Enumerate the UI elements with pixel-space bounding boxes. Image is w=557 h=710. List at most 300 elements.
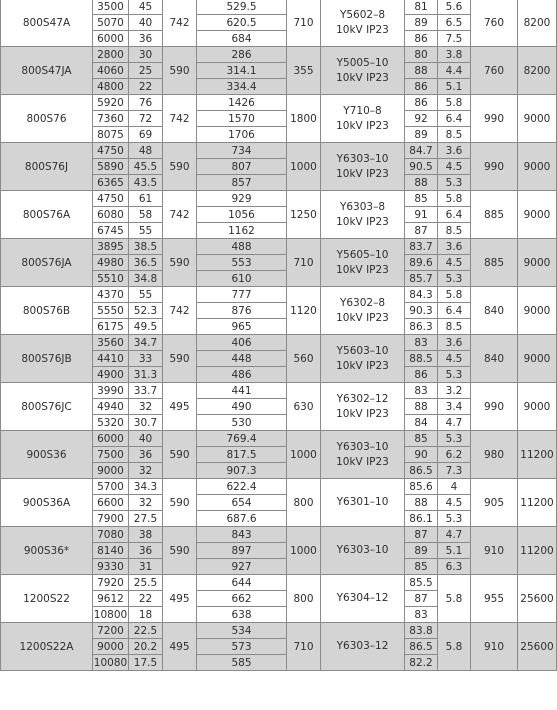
- head-cell: 18: [129, 607, 163, 623]
- model-cell: 900S36A: [1, 479, 93, 527]
- shaft-power-cell: 927: [197, 559, 287, 575]
- speed-cell: 590: [163, 479, 197, 527]
- efficiency-cell: 89: [405, 543, 438, 559]
- shaft-power-cell: 684: [197, 31, 287, 47]
- model-cell: 800S76A: [1, 191, 93, 239]
- head-cell: 52.3: [129, 303, 163, 319]
- efficiency-cell: 83: [405, 335, 438, 351]
- table-row: [1, 383, 557, 399]
- flow-cell: 5700: [93, 479, 129, 495]
- flow-cell: 7900: [93, 511, 129, 527]
- efficiency-cell: 85: [405, 431, 438, 447]
- table-row: [1, 527, 557, 543]
- shaft-power-cell: 314.1: [197, 63, 287, 79]
- shaft-power-cell: 534: [197, 623, 287, 639]
- impeller-diameter-cell: 980: [471, 431, 518, 479]
- npsh-cell: 6.4: [438, 207, 471, 223]
- motor-model-line: 10kV IP23: [336, 359, 389, 372]
- head-cell: 25: [129, 63, 163, 79]
- flow-cell: 4750: [93, 191, 129, 207]
- motor-model-line: 10kV IP23: [336, 119, 389, 132]
- efficiency-cell: 85.5: [405, 575, 438, 591]
- shaft-power-cell: 843: [197, 527, 287, 543]
- flow-cell: 4750: [93, 143, 129, 159]
- motor-model-cell: [321, 527, 405, 575]
- motor-model-cell: [321, 47, 405, 95]
- head-cell: 76: [129, 95, 163, 111]
- head-cell: 45: [129, 0, 163, 15]
- speed-cell: 590: [163, 527, 197, 575]
- motor-power-cell: 630: [287, 383, 321, 431]
- motor-model-line: Y6303–10: [336, 152, 389, 165]
- table-row: [1, 287, 557, 303]
- npsh-cell: 5.6: [438, 0, 471, 15]
- weight-cell: 9000: [518, 287, 557, 335]
- motor-model-line: 10kV IP23: [336, 215, 389, 228]
- efficiency-cell: 84: [405, 415, 438, 431]
- flow-cell: 2800: [93, 47, 129, 63]
- flow-cell: 7920: [93, 575, 129, 591]
- weight-cell: 9000: [518, 95, 557, 143]
- efficiency-cell: 83.7: [405, 239, 438, 255]
- table-row: [1, 0, 557, 15]
- efficiency-cell: 90.3: [405, 303, 438, 319]
- motor-model-line: Y6304–12: [336, 592, 389, 604]
- flow-cell: 7200: [93, 623, 129, 639]
- head-cell: 22: [129, 79, 163, 95]
- weight-cell: 9000: [518, 335, 557, 383]
- head-cell: 30: [129, 47, 163, 63]
- shaft-power-cell: 897: [197, 543, 287, 559]
- flow-cell: 7360: [93, 111, 129, 127]
- npsh-cell: 5.3: [438, 431, 471, 447]
- efficiency-cell: 88: [405, 495, 438, 511]
- flow-cell: 4370: [93, 287, 129, 303]
- efficiency-cell: 89: [405, 127, 438, 143]
- motor-model-line: 10kV IP23: [336, 455, 389, 468]
- flow-cell: 9612: [93, 591, 129, 607]
- motor-model-line: 10kV IP23: [336, 23, 389, 36]
- head-cell: 38: [129, 527, 163, 543]
- weight-cell: 25600: [518, 575, 557, 623]
- weight-cell: 8200: [518, 0, 557, 47]
- efficiency-cell: 92: [405, 111, 438, 127]
- flow-cell: 5890: [93, 159, 129, 175]
- motor-model-line: 10kV IP23: [336, 407, 389, 420]
- head-cell: 31: [129, 559, 163, 575]
- efficiency-cell: 82.2: [405, 655, 438, 671]
- model-cell: 800S76J: [1, 143, 93, 191]
- motor-model-line: 10kV IP23: [336, 311, 389, 324]
- shaft-power-cell: 965: [197, 319, 287, 335]
- impeller-diameter-cell: 760: [471, 47, 518, 95]
- impeller-diameter-cell: 760: [471, 0, 518, 47]
- efficiency-cell: 84.3: [405, 287, 438, 303]
- shaft-power-cell: 406: [197, 335, 287, 351]
- table-row: [1, 47, 557, 63]
- efficiency-cell: 85.7: [405, 271, 438, 287]
- npsh-cell: 5.8: [438, 95, 471, 111]
- flow-cell: 3560: [93, 335, 129, 351]
- speed-cell: 590: [163, 47, 197, 95]
- impeller-diameter-cell: 905: [471, 479, 518, 527]
- efficiency-cell: 84.7: [405, 143, 438, 159]
- npsh-cell: 4.7: [438, 527, 471, 543]
- motor-model-line: Y5005–10: [336, 56, 389, 69]
- head-cell: 33.7: [129, 383, 163, 399]
- flow-cell: 6745: [93, 223, 129, 239]
- efficiency-cell: 86.5: [405, 463, 438, 479]
- efficiency-cell: 86.1: [405, 511, 438, 527]
- shaft-power-cell: 1706: [197, 127, 287, 143]
- npsh-cell: 6.4: [438, 303, 471, 319]
- npsh-cell: 4.4: [438, 63, 471, 79]
- model-cell: 1200S22: [1, 575, 93, 623]
- npsh-cell: 5.3: [438, 271, 471, 287]
- flow-cell: 4410: [93, 351, 129, 367]
- table-row: [1, 335, 557, 351]
- motor-power-cell: 710: [287, 0, 321, 47]
- npsh-cell: 7.3: [438, 463, 471, 479]
- flow-cell: 5920: [93, 95, 129, 111]
- flow-cell: 7500: [93, 447, 129, 463]
- flow-cell: 10800: [93, 608, 128, 621]
- shaft-power-cell: 573: [197, 639, 287, 655]
- npsh-cell: 5.1: [438, 543, 471, 559]
- speed-cell: 742: [163, 95, 197, 143]
- npsh-cell: 5.3: [438, 367, 471, 383]
- flow-cell: 4900: [93, 367, 129, 383]
- motor-power-cell: 1250: [287, 191, 321, 239]
- weight-cell: 11200: [518, 527, 557, 575]
- impeller-diameter-cell: 910: [471, 527, 518, 575]
- motor-model-cell: [321, 623, 405, 671]
- efficiency-cell: 89: [405, 15, 438, 31]
- shaft-power-cell: 1056: [197, 207, 287, 223]
- efficiency-cell: 89.6: [405, 255, 438, 271]
- efficiency-cell: 88: [405, 63, 438, 79]
- table-row: [1, 239, 557, 255]
- flow-cell: 5070: [93, 15, 129, 31]
- efficiency-cell: 87: [405, 223, 438, 239]
- npsh-cell: 3.6: [438, 143, 471, 159]
- impeller-diameter-cell: 990: [471, 95, 518, 143]
- weight-cell: 11200: [518, 431, 557, 479]
- flow-cell: 8075: [93, 127, 129, 143]
- flow-cell: 4940: [93, 399, 129, 415]
- npsh-cell: 5.8: [438, 623, 471, 671]
- head-cell: 20.2: [129, 639, 163, 655]
- head-cell: 61: [129, 191, 163, 207]
- flow-cell: 4060: [93, 63, 129, 79]
- motor-model-line: Y6303–8: [339, 200, 386, 213]
- flow-cell: 5510: [93, 271, 129, 287]
- head-cell: 32: [129, 463, 163, 479]
- motor-model-line: 10kV IP23: [336, 263, 389, 276]
- efficiency-cell: 86: [405, 31, 438, 47]
- table-row: [1, 479, 557, 495]
- table-row: [1, 575, 557, 591]
- npsh-cell: 4.5: [438, 159, 471, 175]
- motor-model-line: 10kV IP23: [336, 71, 389, 84]
- npsh-cell: 3.6: [438, 239, 471, 255]
- shaft-power-cell: 734: [197, 143, 287, 159]
- motor-power-cell: 355: [287, 47, 321, 95]
- npsh-cell: 8.5: [438, 127, 471, 143]
- shaft-power-cell: 907.3: [197, 463, 287, 479]
- speed-cell: 590: [163, 143, 197, 191]
- flow-cell: 3895: [93, 239, 129, 255]
- shaft-power-cell: 857: [197, 175, 287, 191]
- shaft-power-cell: 638: [197, 607, 287, 623]
- npsh-cell: 4.5: [438, 351, 471, 367]
- flow-cell: 9000: [93, 639, 129, 655]
- flow-cell: 6000: [93, 31, 129, 47]
- speed-cell: 742: [163, 287, 197, 335]
- weight-cell: 9000: [518, 383, 557, 431]
- motor-model-line: Y6303–10: [336, 440, 389, 453]
- efficiency-cell: 85.6: [405, 479, 438, 495]
- efficiency-cell: 83: [405, 607, 438, 623]
- efficiency-cell: 88: [405, 175, 438, 191]
- efficiency-cell: 83: [405, 383, 438, 399]
- npsh-cell: 5.8: [438, 191, 471, 207]
- weight-cell: 9000: [518, 143, 557, 191]
- npsh-cell: 4: [438, 479, 471, 495]
- weight-cell: 9000: [518, 239, 557, 287]
- efficiency-cell: 83.8: [405, 623, 438, 639]
- npsh-cell: 5.8: [438, 287, 471, 303]
- npsh-cell: 3.2: [438, 383, 471, 399]
- head-cell: 72: [129, 111, 163, 127]
- flow-cell: 9000: [93, 463, 129, 479]
- motor-model-line: Y6302–12: [336, 392, 389, 405]
- shaft-power-cell: 929: [197, 191, 287, 207]
- flow-cell: 3990: [93, 383, 129, 399]
- motor-model-cell: [321, 191, 405, 239]
- shaft-power-cell: 622.4: [197, 479, 287, 495]
- shaft-power-cell: 553: [197, 255, 287, 271]
- impeller-diameter-cell: 885: [471, 191, 518, 239]
- motor-power-cell: 1000: [287, 527, 321, 575]
- efficiency-cell: 85: [405, 191, 438, 207]
- impeller-diameter-cell: 910: [471, 623, 518, 671]
- motor-model-line: Y6303–10: [336, 544, 389, 556]
- speed-cell: 495: [163, 383, 197, 431]
- flow-cell: 8140: [93, 543, 129, 559]
- motor-power-cell: 1800: [287, 95, 321, 143]
- motor-power-cell: 560: [287, 335, 321, 383]
- weight-cell: 9000: [518, 191, 557, 239]
- flow-cell: 4980: [93, 255, 129, 271]
- efficiency-cell: 87: [405, 527, 438, 543]
- shaft-power-cell: 490: [197, 399, 287, 415]
- model-cell: 800S76B: [1, 287, 93, 335]
- shaft-power-cell: 644: [197, 575, 287, 591]
- motor-model-cell: [321, 335, 405, 383]
- npsh-cell: 4.5: [438, 495, 471, 511]
- efficiency-cell: 88.5: [405, 351, 438, 367]
- shaft-power-cell: 654: [197, 495, 287, 511]
- model-cell: 800S47JA: [1, 47, 93, 95]
- npsh-cell: 5.8: [438, 575, 471, 623]
- npsh-cell: 8.5: [438, 319, 471, 335]
- motor-power-cell: 800: [287, 479, 321, 527]
- motor-model-line: Y6303–12: [336, 640, 389, 652]
- motor-model-cell: [321, 479, 405, 527]
- speed-cell: 590: [163, 431, 197, 479]
- efficiency-cell: 90: [405, 447, 438, 463]
- motor-model-line: Y5605–10: [336, 248, 389, 261]
- efficiency-cell: 85: [405, 559, 438, 575]
- model-cell: 800S76JB: [1, 335, 93, 383]
- head-cell: 22: [129, 591, 163, 607]
- head-cell: 40: [129, 431, 163, 447]
- npsh-cell: 3.8: [438, 47, 471, 63]
- model-cell: 800S76JC: [1, 383, 93, 431]
- npsh-cell: 3.6: [438, 335, 471, 351]
- head-cell: 69: [129, 127, 163, 143]
- weight-cell: 11200: [518, 479, 557, 527]
- head-cell: 45.5: [129, 159, 163, 175]
- npsh-cell: 4.5: [438, 255, 471, 271]
- head-cell: 30.7: [129, 415, 163, 431]
- head-cell: 27.5: [129, 511, 163, 527]
- speed-cell: 495: [163, 575, 197, 623]
- efficiency-cell: 81: [405, 0, 438, 15]
- shaft-power-cell: 807: [197, 159, 287, 175]
- model-cell: 800S47A: [1, 0, 93, 47]
- motor-model-line: Y710–8: [343, 104, 382, 117]
- impeller-diameter-cell: 840: [471, 335, 518, 383]
- motor-power-cell: 800: [287, 575, 321, 623]
- shaft-power-cell: 610: [197, 271, 287, 287]
- shaft-power-cell: 620.5: [197, 15, 287, 31]
- model-cell: 900S36: [1, 431, 93, 479]
- npsh-cell: 8.5: [438, 223, 471, 239]
- head-cell: 40: [129, 15, 163, 31]
- motor-power-cell: 1120: [287, 287, 321, 335]
- npsh-cell: 7.5: [438, 31, 471, 47]
- motor-model-cell: [321, 575, 405, 623]
- shaft-power-cell: 687.6: [197, 511, 287, 527]
- efficiency-cell: 91: [405, 207, 438, 223]
- efficiency-cell: 80: [405, 47, 438, 63]
- motor-model-cell: [321, 143, 405, 191]
- flow-cell: 10080: [93, 656, 128, 669]
- motor-model-cell: [321, 287, 405, 335]
- head-cell: 17.5: [129, 655, 163, 671]
- model-cell: 900S36*: [1, 527, 93, 575]
- motor-model-line: 10kV IP23: [336, 167, 389, 180]
- head-cell: 33: [129, 351, 163, 367]
- npsh-cell: 5.3: [438, 511, 471, 527]
- shaft-power-cell: 1426: [197, 95, 287, 111]
- speed-cell: 495: [163, 623, 197, 671]
- motor-power-cell: 1000: [287, 143, 321, 191]
- head-cell: 55: [129, 223, 163, 239]
- head-cell: 36.5: [129, 255, 163, 271]
- head-cell: 34.8: [129, 271, 163, 287]
- efficiency-cell: 86.3: [405, 319, 438, 335]
- head-cell: 32: [129, 399, 163, 415]
- head-cell: 55: [129, 287, 163, 303]
- head-cell: 25.5: [129, 575, 163, 591]
- table-body: [1, 0, 557, 671]
- flow-cell: 4800: [93, 79, 129, 95]
- weight-cell: 8200: [518, 47, 557, 95]
- motor-power-cell: 710: [287, 239, 321, 287]
- shaft-power-cell: 334.4: [197, 79, 287, 95]
- shaft-power-cell: 441: [197, 383, 287, 399]
- shaft-power-cell: 1162: [197, 223, 287, 239]
- head-cell: 32: [129, 495, 163, 511]
- npsh-cell: 3.4: [438, 399, 471, 415]
- head-cell: 34.7: [129, 335, 163, 351]
- flow-cell: 6080: [93, 207, 129, 223]
- head-cell: 36: [129, 447, 163, 463]
- npsh-cell: 6.3: [438, 559, 471, 575]
- flow-cell: 6365: [93, 175, 129, 191]
- flow-cell: 9330: [93, 559, 129, 575]
- model-cell: 1200S22A: [1, 623, 93, 671]
- flow-cell: 6175: [93, 319, 129, 335]
- shaft-power-cell: 817.5: [197, 447, 287, 463]
- head-cell: 58: [129, 207, 163, 223]
- shaft-power-cell: 286: [197, 47, 287, 63]
- shaft-power-cell: 777: [197, 287, 287, 303]
- efficiency-cell: 87: [405, 591, 438, 607]
- motor-model-line: Y5602–8: [339, 8, 386, 21]
- table-row: [1, 143, 557, 159]
- shaft-power-cell: 448: [197, 351, 287, 367]
- speed-cell: 742: [163, 191, 197, 239]
- flow-cell: 3500: [93, 0, 129, 15]
- efficiency-cell: 90.5: [405, 159, 438, 175]
- motor-power-cell: 1000: [287, 431, 321, 479]
- efficiency-cell: 86.5: [405, 639, 438, 655]
- impeller-diameter-cell: 990: [471, 383, 518, 431]
- weight-cell: 25600: [518, 623, 557, 671]
- head-cell: 48: [129, 143, 163, 159]
- efficiency-cell: 86: [405, 367, 438, 383]
- shaft-power-cell: 585: [197, 655, 287, 671]
- npsh-cell: 5.3: [438, 175, 471, 191]
- shaft-power-cell: 529.5: [197, 0, 287, 15]
- impeller-diameter-cell: 990: [471, 143, 518, 191]
- motor-model-cell: [321, 239, 405, 287]
- table-row: [1, 95, 557, 111]
- speed-cell: 590: [163, 239, 197, 287]
- impeller-diameter-cell: 955: [471, 575, 518, 623]
- head-cell: 36: [129, 543, 163, 559]
- head-cell: 31.3: [129, 367, 163, 383]
- npsh-cell: 5.1: [438, 79, 471, 95]
- motor-model-cell: [321, 95, 405, 143]
- shaft-power-cell: 488: [197, 239, 287, 255]
- head-cell: 49.5: [129, 319, 163, 335]
- head-cell: 22.5: [129, 623, 163, 639]
- shaft-power-cell: 876: [197, 303, 287, 319]
- npsh-cell: 6.2: [438, 447, 471, 463]
- impeller-diameter-cell: 840: [471, 287, 518, 335]
- motor-model-cell: [321, 383, 405, 431]
- shaft-power-cell: 662: [197, 591, 287, 607]
- shaft-power-cell: 769.4: [197, 431, 287, 447]
- head-cell: 34.3: [129, 479, 163, 495]
- efficiency-cell: 86: [405, 79, 438, 95]
- npsh-cell: 4.7: [438, 415, 471, 431]
